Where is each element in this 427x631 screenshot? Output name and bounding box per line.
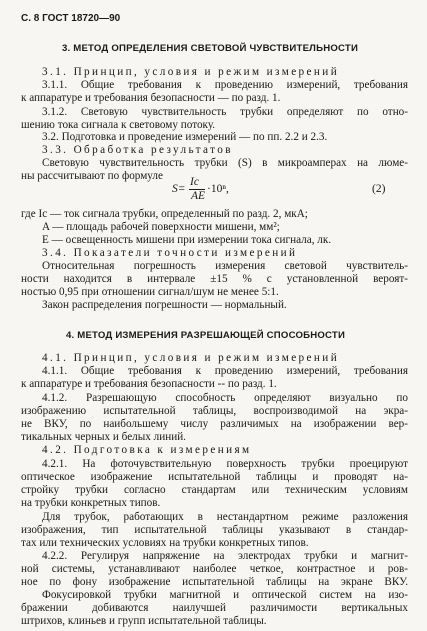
clause-4-2-2-line-6: штрихов, клиньев и групп испытательной таблицы. bbox=[21, 615, 267, 627]
equation-number: (2) bbox=[372, 183, 386, 195]
clause-3-4-line-3: ностью 0,95 при отношении сигнал/шум не менее 5:1. bbox=[21, 286, 279, 298]
where-line-3: E — освещенность мишени при измерении тока сигнала, лк. bbox=[42, 234, 332, 246]
formula-multiplier: ·10ⁿ, bbox=[207, 183, 229, 195]
clause-4-2-1-line-3: стройку трубки согласно стандартам или техническим условиям bbox=[21, 484, 408, 496]
page-header: С. 8 ГОСТ 18720—90 bbox=[21, 13, 121, 24]
clause-3-1-heading: 3.1. Принцип, условия и режим измерений bbox=[42, 66, 340, 78]
clause-3-1-1-line-2: к аппаратуре и требования безопасности — по разд. 1. bbox=[21, 92, 281, 104]
section-4-title: 4. МЕТОД ИЗМЕРЕНИЯ РАЗРЕШАЮЩЕЙ СПОСОБНОСТИ bbox=[66, 330, 346, 341]
clause-4-2-heading: 4.2. Подготовка к измерениям bbox=[42, 444, 252, 456]
clause-3-4-line-1: Относительная погрешность измерения световой чувствитель- bbox=[42, 260, 408, 272]
clause-3-1-2-line-2: шению тока сигнала к световому потоку. bbox=[21, 119, 216, 131]
formula-denominator: AE bbox=[191, 190, 206, 202]
clause-4-2-2-line-5: бражении добиваются наилучшей различимости вертикальных bbox=[21, 602, 408, 614]
clause-3-3-line-2: ны рассчитывают по формуле bbox=[21, 170, 163, 182]
formula-2 bbox=[0, 176, 427, 202]
clause-4-1-2-line-2: изображению испытательной таблицы, воспроизводимой на экра- bbox=[21, 405, 408, 417]
where-line-2: A — площадь рабочей поверхности мишени, мм²; bbox=[42, 221, 280, 233]
clause-4-2-1-line-6: изображения, тип испытательной таблицы указывают в стандар- bbox=[21, 524, 408, 536]
formula-lhs: S= bbox=[172, 183, 186, 195]
clause-4-1-1-line-2: к аппаратуре и требования безопасности -- по разд. 1. bbox=[21, 378, 277, 390]
clause-4-1-2-line-1: 4.1.2. Разрешающую способность определяют визуально по bbox=[42, 392, 408, 404]
clause-4-2-2-line-3: ное по фону изображение испытательной таблицы на экране ВКУ. bbox=[21, 576, 408, 588]
clause-3-2: 3.2. Подготовка и проведение измерений — по пп. 2.2 и 2.3. bbox=[42, 131, 328, 143]
clause-3-1-2-line-1: 3.1.2. Световую чувствительность трубки определяют по отно- bbox=[42, 106, 408, 118]
clause-4-1-2-line-4: тикальных черных и белых линий. bbox=[21, 431, 186, 443]
clause-4-2-1-line-2: оптическое изображение испытательной таблицы и проводят на- bbox=[21, 471, 408, 483]
clause-4-2-2-line-4: Фокусировкой трубки магнитной и оптической систем на изо- bbox=[42, 589, 408, 601]
clause-3-4-line-2: ности находится в интервале ±15 % с установленной вероят- bbox=[21, 273, 408, 285]
clause-3-4-line-4: Закон распределения погрешности — нормальный. bbox=[42, 299, 287, 311]
clause-4-1-heading: 4.1. Принцип, условия и режим измерений bbox=[42, 352, 340, 364]
where-line-1: где Iс — ток сигнала трубки, определенный по разд. 2, мкА; bbox=[21, 208, 308, 220]
clause-4-2-1-line-1: 4.2.1. На фоточувствительную поверхность трубки проецируют bbox=[42, 458, 408, 470]
clause-4-2-2-line-2: ной системы, устанавливают наиболее четкое, контрастное и ров- bbox=[21, 563, 408, 575]
section-3-title: 3. МЕТОД ОПРЕДЕЛЕНИЯ СВЕТОВОЙ ЧУВСТВИТЕЛЬНОСТИ bbox=[62, 43, 359, 54]
clause-4-2-1-line-4: на трубки конкретных типов. bbox=[21, 497, 161, 509]
clause-3-1-1-line-1: 3.1.1. Общие требования к проведению измерений, требования bbox=[42, 79, 408, 91]
clause-4-2-1-line-5: Для трубок, работающих в нестандартном режиме разложения bbox=[42, 511, 408, 523]
clause-4-1-2-line-3: не ВКУ, по наибольшему числу различимых на изображении вер- bbox=[21, 418, 408, 430]
clause-3-3-line-1: Световую чувствительность трубки (S) в микроамперах на люме- bbox=[42, 157, 408, 169]
formula-numerator: Iс bbox=[190, 176, 199, 188]
clause-4-2-1-line-7: тах или технических условиях на трубки конкретных типов. bbox=[21, 537, 309, 549]
clause-4-1-1-line-1: 4.1.1. Общие требования к проведению измерений, требования bbox=[42, 365, 408, 377]
clause-4-2-2-line-1: 4.2.2. Регулируя напряжение на электродах трубки и магнит- bbox=[42, 550, 408, 562]
clause-3-4-heading: 3.4. Показатели точности измерений bbox=[42, 247, 298, 259]
clause-3-3-heading: 3.3. Обработка результатов bbox=[42, 144, 233, 156]
